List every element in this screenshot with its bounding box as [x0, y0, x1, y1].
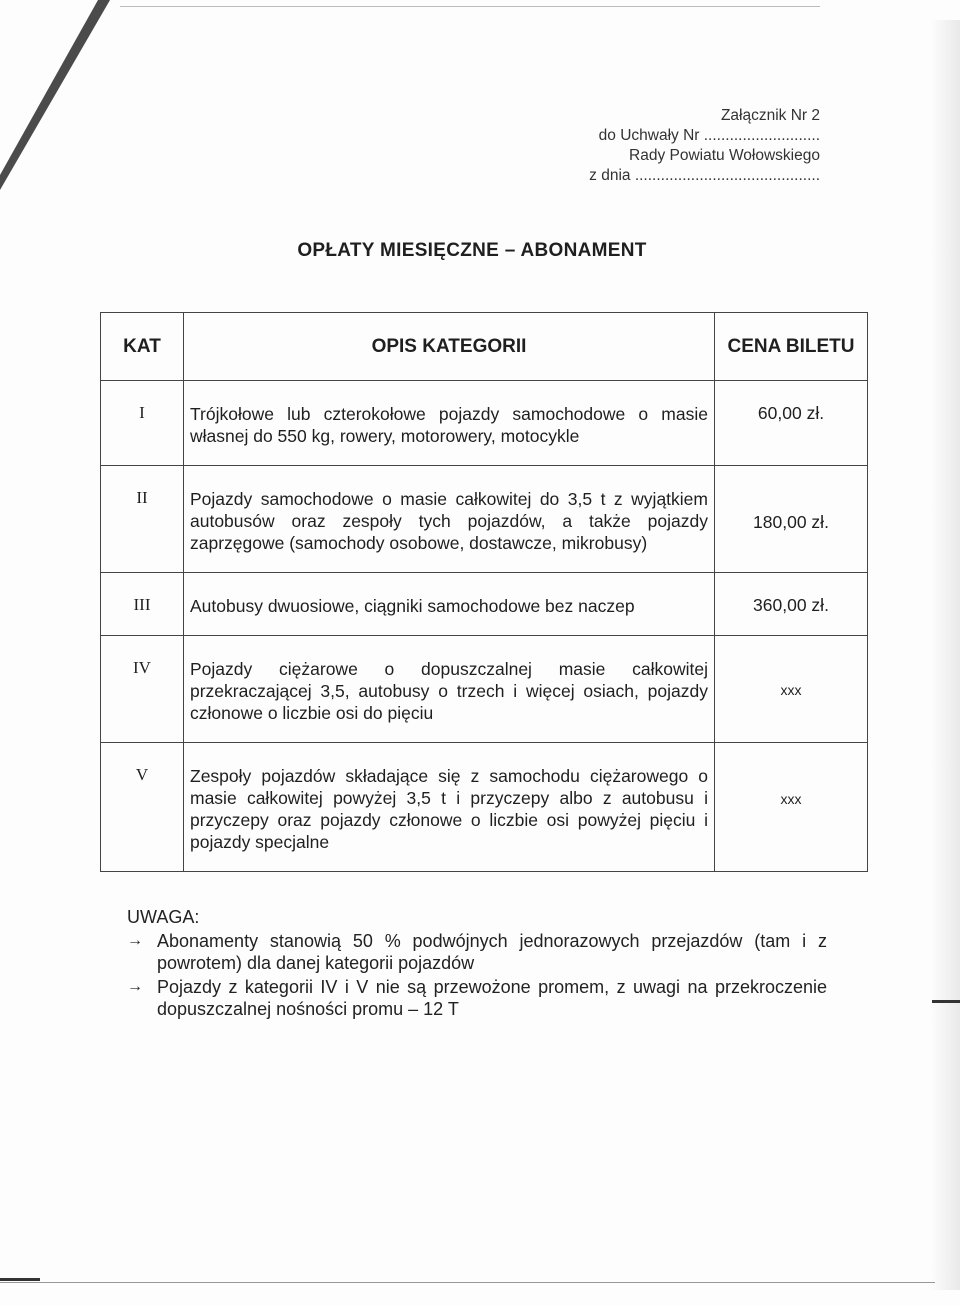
header-resolution-number: do Uchwały Nr ........................... — [598, 127, 820, 144]
table-row — [101, 573, 868, 636]
notes-section — [127, 906, 827, 1020]
category-description: Pojazdy ciężarowe o dopuszczalnej masie całkowitej przekraczającej 3,5, autobusy o trzech i więcej osiach, pojazdy członowe o liczbie osi do pięciu — [184, 636, 715, 743]
header-attachment-number: Załącznik Nr 2 — [720, 107, 820, 124]
arrow-right-icon: → — [127, 932, 143, 949]
category-price: 180,00 zł. — [715, 466, 868, 573]
header-date: z dnia ........................................... — [589, 167, 820, 184]
notes-label: UWAGA: — [127, 907, 200, 927]
category-description: Pojazdy samochodowe o masie całkowitej do 3,5 t z wyjątkiem autobusów oraz zespoły tych pojazdów, a także pojazdy zaprzęgowe (samochody osobowe, dostawcze, mikrobusy) — [184, 466, 715, 573]
note-item — [127, 976, 827, 1020]
scan-right-mark — [932, 1000, 960, 1003]
category-price: xxx — [715, 636, 868, 743]
category-code: III — [101, 573, 184, 636]
table-row — [101, 743, 868, 872]
note-item — [127, 930, 827, 974]
category-code: I — [101, 381, 184, 466]
note-text: Pojazdy z kategorii IV i V nie są przewożone promem, z uwagi na przekroczenie dopuszczalnej nośności promu – 12 T — [157, 977, 827, 1019]
table-row — [101, 381, 868, 466]
scan-bottom-mark — [0, 1278, 40, 1281]
category-code: IV — [101, 636, 184, 743]
header-opis: OPIS KATEGORII — [184, 313, 715, 381]
category-description: Trójkołowe lub czterokołowe pojazdy samochodowe o masie własnej do 550 kg, rowery, motorowery, motocykle — [184, 381, 715, 466]
category-description: Autobusy dwuosiowe, ciągniki samochodowe bez naczep — [184, 573, 715, 636]
header-council-name: Rady Powiatu Wołowskiego — [629, 147, 820, 164]
category-code: V — [101, 743, 184, 872]
note-text: Abonamenty stanowią 50 % podwójnych jednorazowych przejazdów (tam i z powrotem) dla danej kategorii pojazdów — [157, 931, 827, 973]
scan-top-line — [120, 6, 820, 7]
document-header — [589, 106, 820, 186]
header-cena: CENA BILETU — [715, 313, 868, 381]
scan-edge-shadow-inner — [0, 0, 98, 175]
table-header-row — [101, 313, 868, 381]
fees-table — [100, 312, 868, 872]
category-price: 360,00 zł. — [715, 573, 868, 636]
table-row — [101, 636, 868, 743]
category-price: 60,00 zł. — [715, 381, 868, 466]
scan-bottom-edge — [0, 1282, 935, 1283]
table-row — [101, 466, 868, 573]
category-price: xxx — [715, 743, 868, 872]
scan-right-edge — [930, 20, 960, 1290]
header-kat: KAT — [101, 313, 184, 381]
category-code: II — [101, 466, 184, 573]
arrow-right-icon: → — [127, 978, 143, 995]
category-description: Zespoły pojazdów składające się z samochodu ciężarowego o masie całkowitej powyżej 3,5 t i przyczepy albo z autobusu i przyczepy oraz pojazdy członowe o liczbie osi powyżej pięciu i pojazdy specjalne — [184, 743, 715, 872]
page-title — [0, 240, 960, 262]
page-title-text: OPŁATY MIESIĘCZNE – ABONAMENT — [297, 240, 647, 261]
